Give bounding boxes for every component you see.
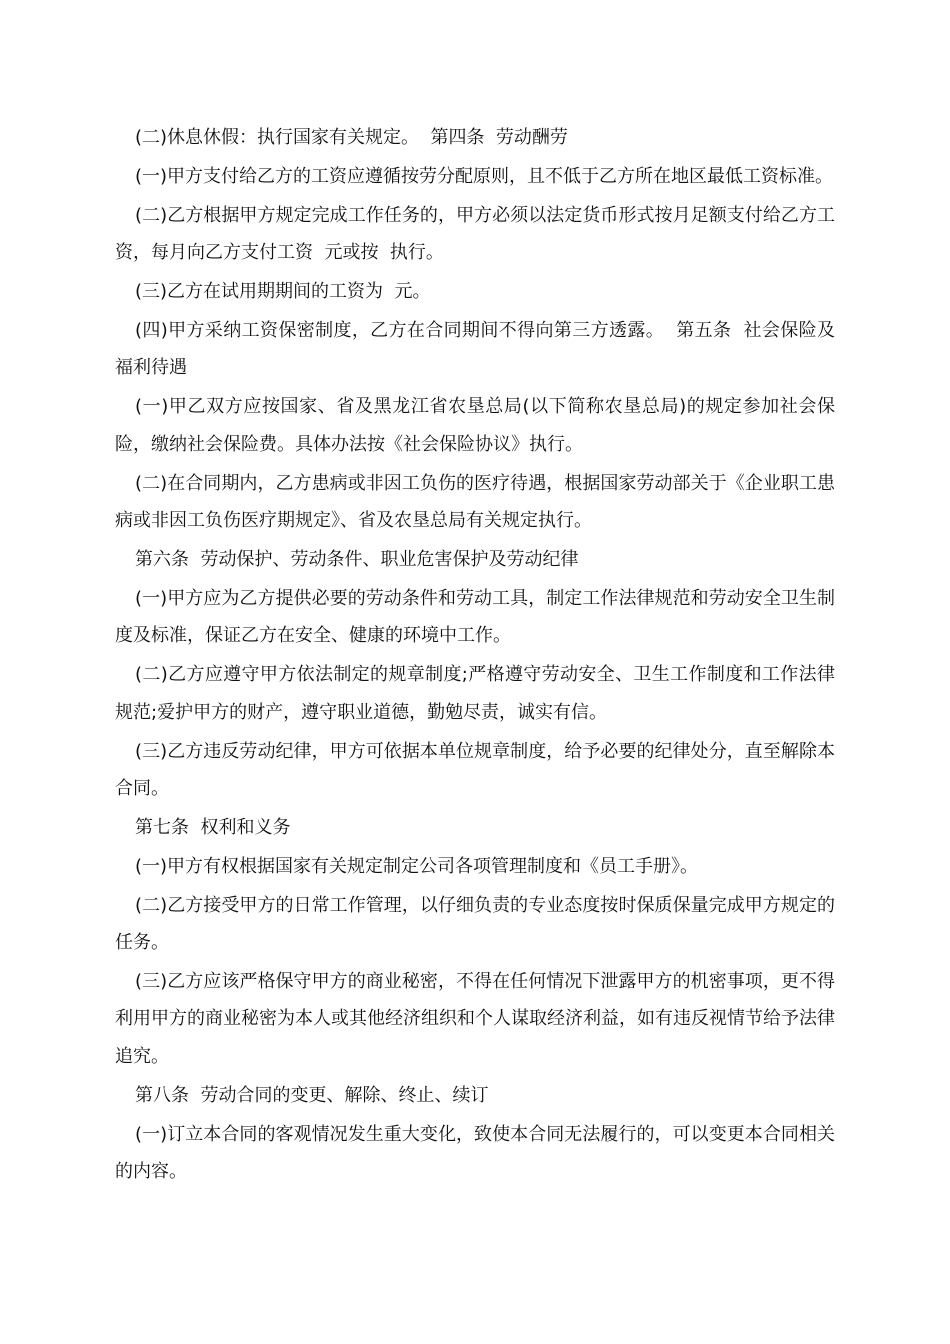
paragraph-management-rights: (一)甲方有权根据国家有关规定制定公司各项管理制度和《员工手册》。 [135,855,699,877]
article-7-heading: 第七条 权利和义务 [135,816,291,838]
paragraph-probation-wage: (三)乙方在试用期期间的工资为 元。 [135,281,431,303]
paragraph-medical-treatment: (二)在合同期内，乙方患病或非因工负伤的医疗待遇，根据国家劳动部关于《企业职工患病或非因工负伤医疗期规定》、省及农垦总局有关规定执行。 [115,472,835,532]
document-body [115,119,835,1192]
paragraph-discipline: (三)乙方违反劳动纪律，甲方可依据本单位规章制度，给予必要的纪律处分，直至解除本合同。 [115,740,835,799]
paragraph-rest-leave: (二)休息休假：执行国家有关规定。 第四条 劳动酬劳 [135,127,568,148]
paragraph-wage-confidentiality: (四)甲方采纳工资保密制度，乙方在合同期间不得向第三方透露。 第五条 社会保险及福利待遇 [115,320,835,379]
paragraph-labor-conditions: (一)甲方应为乙方提供必要的劳动条件和劳动工具，制定工作法律规范和劳动安全卫生制度及标准，保证乙方在安全、健康的环境中工作。 [115,587,835,647]
paragraph-social-insurance: (一)甲乙双方应按国家、省及黑龙江省农垦总局(以下简称农垦总局)的规定参加社会保险，缴纳社会保险费。具体办法按《社会保险协议》执行。 [115,396,835,455]
paragraph-work-duties: (二)乙方接受甲方的日常工作管理，以仔细负责的专业态度按时保质保量完成甲方规定的任务。 [115,894,835,954]
paragraph-trade-secrets: (三)乙方应该严格保守甲方的商业秘密，不得在任何情况下泄露甲方的机密事项，更不得利用甲方的商业秘密为本人或其他经济组织和个人谋取经济利益，如有违反视情节给予法律追究。 [115,970,835,1067]
paragraph-wage-principle: (一)甲方支付给乙方的工资应遵循按劳分配原则，且不低于乙方所在地区最低工资标准。 [135,165,834,187]
paragraph-contract-change: (一)订立本合同的客观情况发生重大变化，致使本合同无法履行的，可以变更本合同相关的内容。 [115,1123,835,1182]
paragraph-wage-payment: (二)乙方根据甲方规定完成工作任务的，甲方必须以法定货币形式按月足额支付给乙方工资，每月向乙方支付工资 元或按 执行。 [115,204,835,264]
article-8-heading: 第八条 劳动合同的变更、解除、终止、续订 [135,1084,489,1106]
article-6-heading: 第六条 劳动保护、劳动条件、职业危害保护及劳动纪律 [135,548,579,570]
paragraph-rules-compliance: (二)乙方应遵守甲方依法制定的规章制度;严格遵守劳动安全、卫生工作制度和工作法律规范;爱护甲方的财产，遵守职业道德，勤勉尽责，诚实有信。 [115,664,835,723]
